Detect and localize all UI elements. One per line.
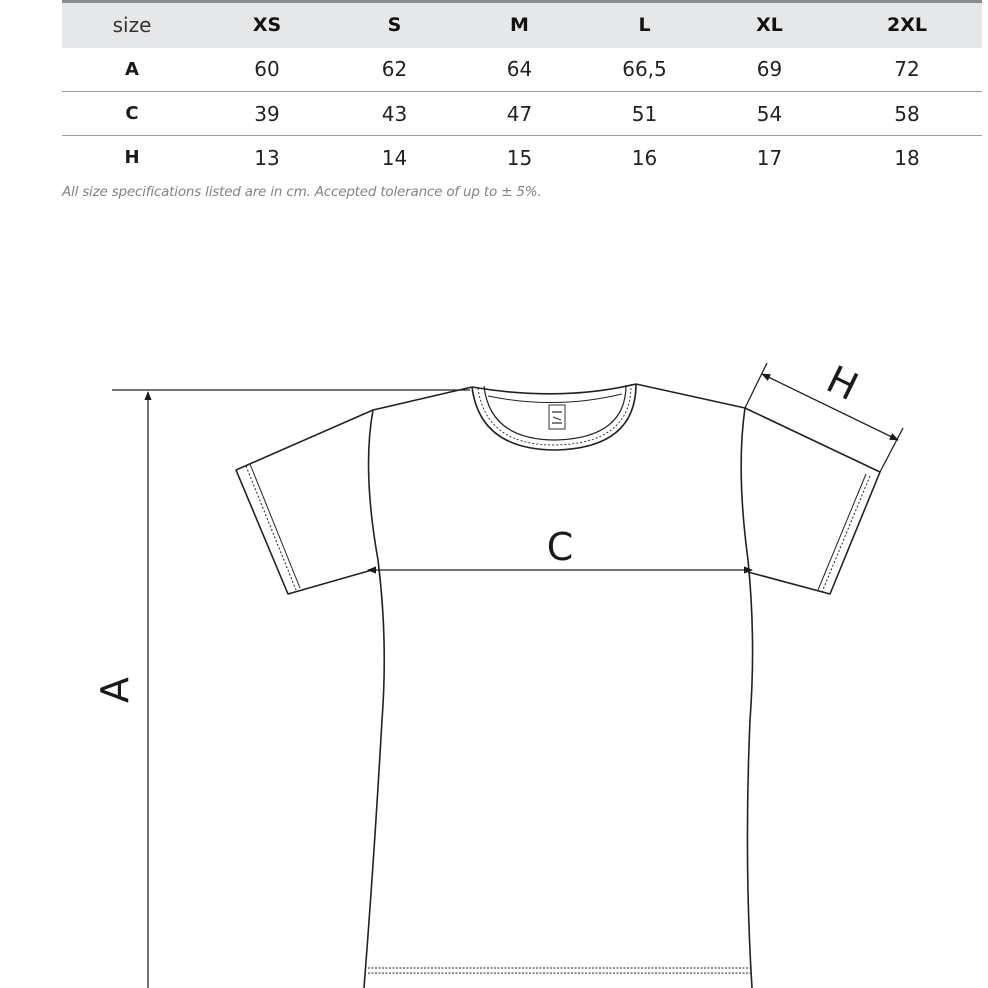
table-cell: 47 [506,101,533,126]
header-xl: XL [756,14,783,37]
table-cell: 60 [254,57,280,82]
dimension-a [93,390,470,988]
table-cell: 43 [381,101,408,126]
dimension-a-label: A [93,677,137,703]
table-cell: 51 [631,101,658,126]
row-label: A [125,58,139,80]
header-2xl: 2XL [887,14,927,37]
table-cell: 39 [254,101,280,126]
table-cell: 14 [381,145,408,170]
header-m: M [510,14,529,37]
table-cell: 66,5 [622,57,667,82]
table-cell: 64 [506,57,533,82]
table-cell: 15 [506,145,533,170]
row-label: C [125,103,139,124]
tshirt-outline [236,384,880,988]
table-cell: 54 [756,101,783,126]
header-s: S [387,14,402,37]
size-note: All size specifications listed are in cm. Accepted tolerance of up to ± 5%. [62,184,542,200]
table-cell: 13 [254,145,280,170]
table-cell: 16 [631,145,658,170]
dimension-h-label: H [819,357,865,410]
table-cell: 69 [756,57,783,82]
dimension-c-label: C [546,525,574,569]
header-l: L [638,14,651,37]
table-cell: 62 [381,57,408,82]
dimension-c [368,525,752,570]
brand-tag-icon [549,405,565,429]
header-size: size [112,13,152,38]
table-cell: 58 [894,101,920,126]
header-xs: XS [252,14,282,37]
row-label: H [124,147,140,169]
table-cell: 18 [894,145,920,170]
table-cell: 72 [894,57,920,82]
dimension-h [745,357,903,472]
table-cell: 17 [756,145,783,170]
